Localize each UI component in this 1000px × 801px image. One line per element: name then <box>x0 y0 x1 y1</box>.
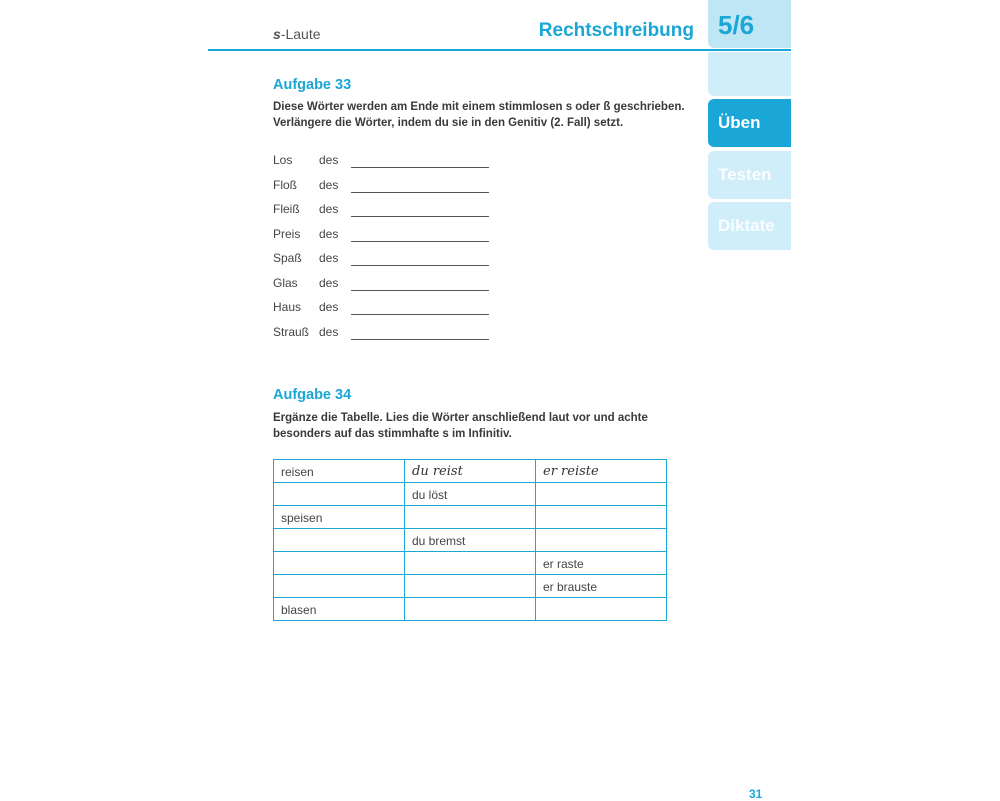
table-cell[interactable] <box>536 598 667 621</box>
table-cell[interactable] <box>405 598 536 621</box>
page-number: 31 <box>749 787 763 801</box>
answer-line[interactable] <box>351 192 489 193</box>
task33-instruction-line2: Verlängere die Wörter, indem du sie in den Genitiv (2. Fall) setzt. <box>273 117 624 129</box>
answer-line[interactable] <box>351 241 489 242</box>
table-cell[interactable] <box>405 506 536 529</box>
exercise-article: des <box>319 177 339 192</box>
table-row <box>274 575 667 598</box>
table-cell: blasen <box>274 598 405 621</box>
exercise-article: des <box>319 300 339 314</box>
chapter-title: Rechtschreibung <box>538 20 694 41</box>
exercise-word: Spaß <box>273 251 302 265</box>
section-label-letter: s <box>273 26 281 42</box>
exercise-article: des <box>319 251 339 265</box>
table-cell[interactable] <box>536 483 667 506</box>
tab-ueben-label: Üben <box>718 113 761 132</box>
blank-tab <box>708 52 791 96</box>
exercise-article: des <box>319 324 339 339</box>
answer-line[interactable] <box>351 216 489 217</box>
table-cell[interactable] <box>274 552 405 575</box>
task33-title: Aufgabe 33 <box>273 77 352 93</box>
exercise-word: Fleiß <box>273 202 300 216</box>
table-cell: du löst <box>405 483 536 506</box>
chapter-number-tab <box>708 0 791 48</box>
exercise-article: des <box>319 226 339 241</box>
exercise-word: Floß <box>273 177 297 192</box>
table-cell[interactable] <box>274 529 405 552</box>
exercise-word: Los <box>273 153 293 167</box>
verb-table <box>273 459 667 621</box>
answer-line[interactable] <box>351 339 489 340</box>
table-row <box>274 598 667 621</box>
exercise-word: Haus <box>273 300 302 314</box>
task34-title: Aufgabe 34 <box>273 387 352 403</box>
exercise-article: des <box>319 275 339 290</box>
table-cell[interactable] <box>274 575 405 598</box>
tab-diktate[interactable] <box>708 202 791 250</box>
table-row <box>274 506 667 529</box>
exercise-article: des <box>319 202 339 216</box>
table-row <box>274 460 667 483</box>
chapter-number: 5/6 <box>718 10 755 40</box>
tab-diktate-label: Diktate <box>718 216 775 235</box>
table-cell: er brauste <box>536 575 667 598</box>
answer-line[interactable] <box>351 314 489 315</box>
exercise-word: Strauß <box>273 324 310 339</box>
table-cell[interactable] <box>274 483 405 506</box>
task34-instruction-line1: Ergänze die Tabelle. Lies die Wörter anschließend laut vor und achte <box>273 412 648 424</box>
table-cell: er reiste <box>536 460 667 483</box>
table-cell: er raste <box>536 552 667 575</box>
answer-line[interactable] <box>351 265 489 266</box>
table-cell: du bremst <box>405 529 536 552</box>
section-label <box>273 26 321 42</box>
tab-testen-label: Testen <box>718 165 772 184</box>
table-cell: speisen <box>274 506 405 529</box>
table-cell[interactable] <box>536 529 667 552</box>
table-row <box>274 483 667 506</box>
table-row <box>274 552 667 575</box>
tab-ueben[interactable] <box>708 99 791 147</box>
header-rule <box>208 49 791 51</box>
table-cell[interactable] <box>405 575 536 598</box>
answer-line[interactable] <box>351 290 489 291</box>
table-row <box>274 529 667 552</box>
exercise-word: Preis <box>273 226 301 241</box>
exercise-article: des <box>319 153 339 167</box>
table-cell: reisen <box>274 460 405 483</box>
table-cell[interactable] <box>405 552 536 575</box>
table-cell: du reist <box>405 460 536 483</box>
answer-line[interactable] <box>351 167 489 168</box>
table-cell[interactable] <box>536 506 667 529</box>
exercise-word: Glas <box>273 275 298 290</box>
task33-instruction-line1: Diese Wörter werden am Ende mit einem stimmlosen s oder ß geschrieben. <box>273 101 685 113</box>
tab-testen[interactable] <box>708 151 791 199</box>
task34-instruction-line2: besonders auf das stimmhafte s im Infinitiv. <box>273 428 512 440</box>
section-label-rest: -Laute <box>280 26 321 42</box>
